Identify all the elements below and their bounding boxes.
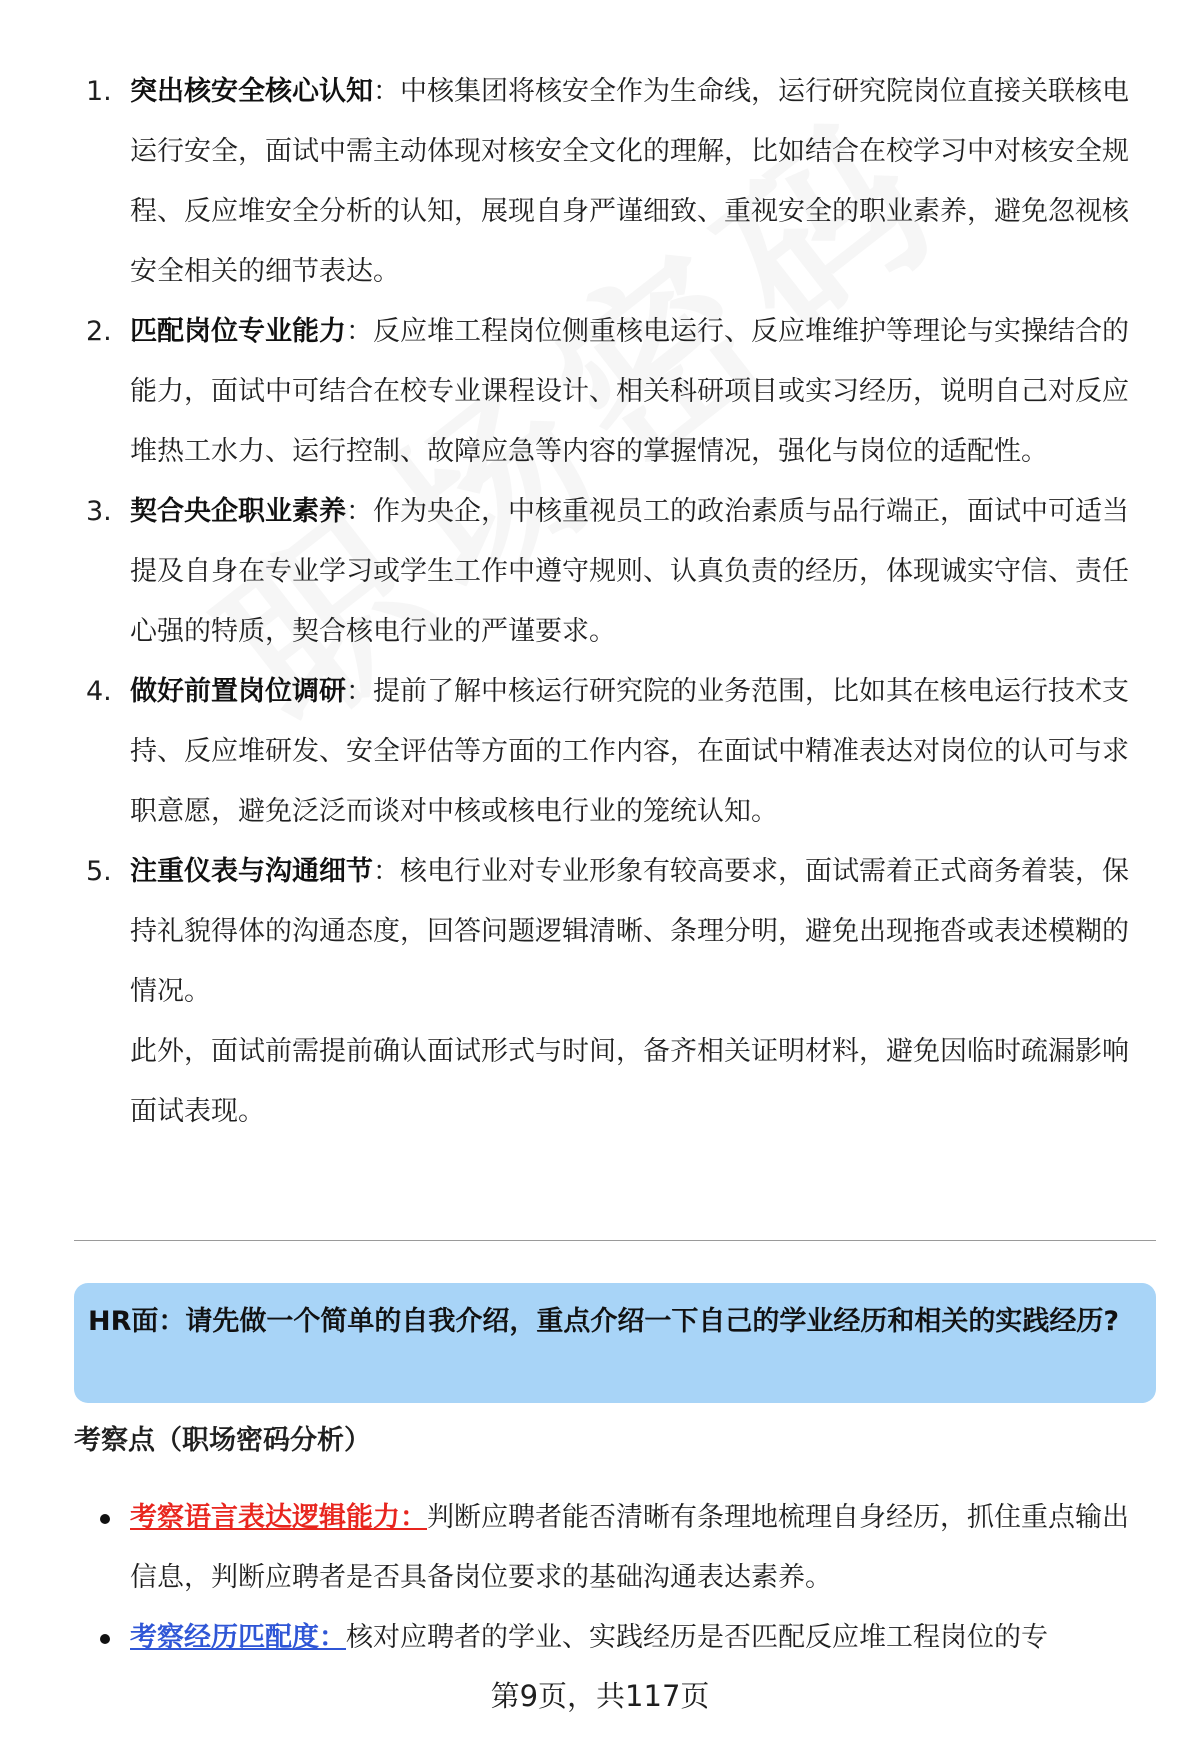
item-text: 核电行业对专业形象有较高要求，面试需着正式商务着装，保持礼貌得体的沟通态度，回答问题逻辑清晰、条理分明，避免出现拖沓或表述模糊的情况。	[130, 856, 1129, 1007]
item-number: 1.	[86, 76, 112, 107]
list-item	[80, 1488, 1145, 1608]
item-title: 匹配岗位专业能力	[130, 316, 346, 347]
item-separator: ：	[373, 856, 400, 887]
list-item	[80, 482, 1145, 662]
item-separator: ：	[373, 76, 400, 107]
item-title: 突出核安全核心认知	[130, 76, 373, 107]
point-text: 核对应聘者的学业、实践经历是否匹配反应堆工程岗位的专	[346, 1622, 1048, 1653]
point-link[interactable]: 考察语言表达逻辑能力：	[130, 1502, 427, 1533]
list-item	[80, 62, 1145, 302]
item-title: 注重仪表与沟通细节	[130, 856, 373, 887]
item-number: 2.	[86, 316, 112, 347]
extra-paragraph: 此外，面试前需提前确认面试形式与时间，备齐相关证明材料，避免因临时疏漏影响面试表现。	[130, 1036, 1129, 1127]
item-text: 中核集团将核安全作为生命线，运行研究院岗位直接关联核电运行安全，面试中需主动体现对核安全文化的理解，比如结合在校学习中对核安全规程、反应堆安全分析的认知，展现自身严谨细致、重视安全的职业素养，避免忽视核安全相关的细节表达。	[130, 76, 1129, 287]
item-number: 4.	[86, 676, 112, 707]
page-footer: 第9页，共117页	[490, 1679, 710, 1713]
item-number: 3.	[86, 496, 112, 527]
item-text: 提前了解中核运行研究院的业务范围，比如其在核电运行技术支持、反应堆研发、安全评估等方面的工作内容，在面试中精准表达对岗位的认可与求职意愿，避免泛泛而谈对中核或核电行业的笼统认知。	[130, 676, 1129, 827]
item-separator: ：	[346, 316, 373, 347]
item-number: 5.	[86, 856, 112, 887]
list-item	[80, 302, 1145, 482]
point-link[interactable]: 考察经历匹配度：	[130, 1622, 346, 1653]
point-text: 判断应聘者能否清晰有条理地梳理自身经历，抓住重点输出信息，判断应聘者是否具备岗位要求的基础沟通表达素养。	[130, 1502, 1129, 1593]
question-box: HR面：请先做一个简单的自我介绍，重点介绍一下自己的学业经历和相关的实践经历?	[74, 1283, 1156, 1403]
item-title: 做好前置岗位调研	[130, 676, 346, 707]
tips-list	[80, 62, 1145, 1142]
points-list	[80, 1488, 1145, 1668]
item-text: 作为央企，中核重视员工的政治素质与品行端正，面试中可适当提及自身在专业学习或学生工作中遵守规则、认真负责的经历，体现诚实守信、责任心强的特质，契合核电行业的严谨要求。	[130, 496, 1129, 647]
divider	[74, 1240, 1156, 1241]
item-separator: ：	[346, 676, 373, 707]
list-item	[80, 662, 1145, 842]
bullet-icon	[100, 1634, 110, 1644]
item-separator: ：	[346, 496, 373, 527]
list-item	[80, 842, 1145, 1022]
list-item	[80, 1608, 1145, 1668]
bullet-icon	[100, 1514, 110, 1524]
item-text: 反应堆工程岗位侧重核电运行、反应堆维护等理论与实操结合的能力，面试中可结合在校专业课程设计、相关科研项目或实习经历，说明自己对反应堆热工水力、运行控制、故障应急等内容的掌握情况，强化与岗位的适配性。	[130, 316, 1129, 467]
item-title: 契合央企职业素养	[130, 496, 346, 527]
section-title: 考察点（职场密码分析）	[74, 1425, 371, 1456]
